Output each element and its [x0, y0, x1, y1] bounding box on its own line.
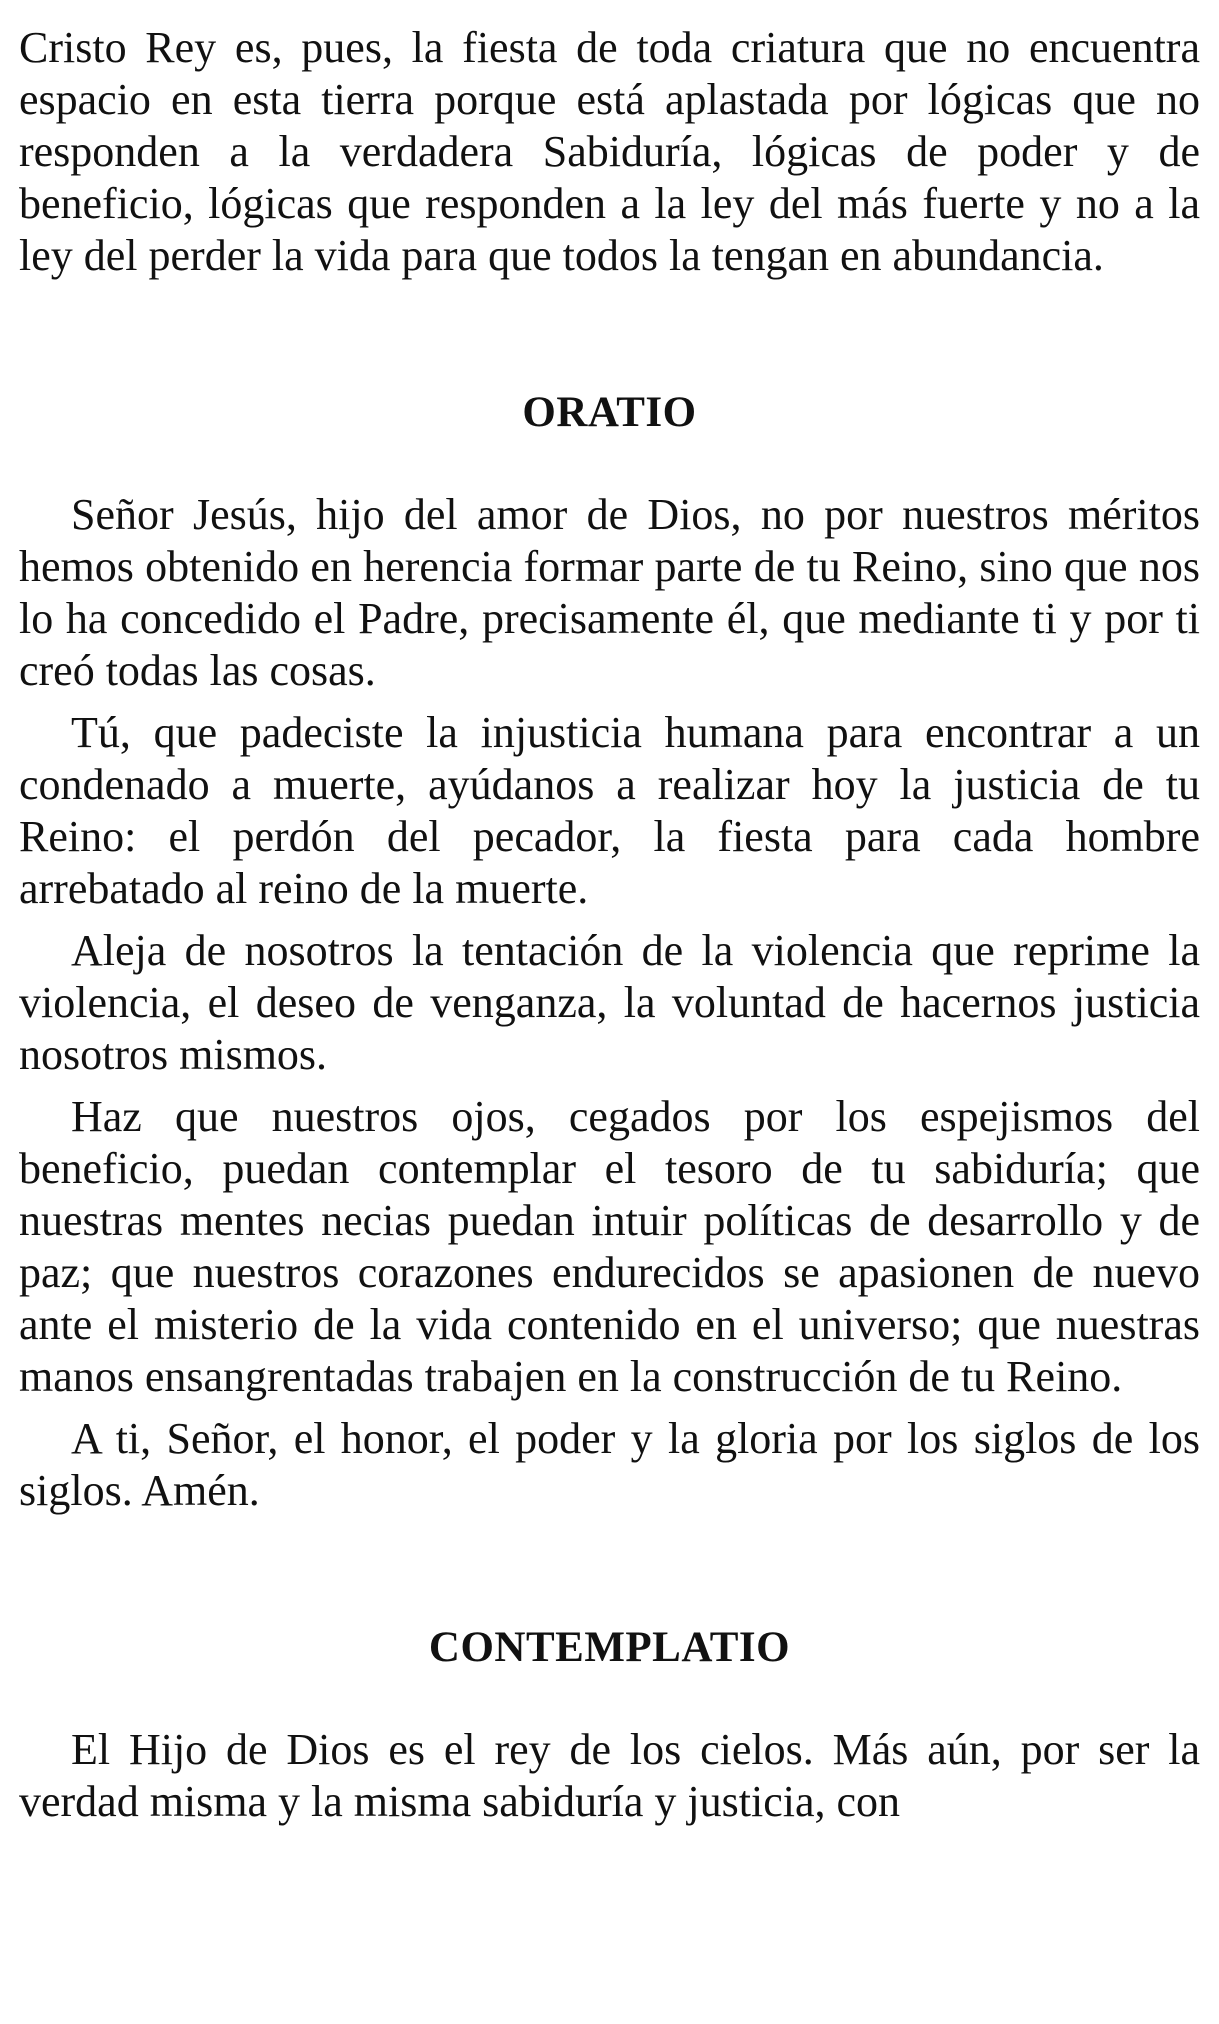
oratio-paragraph-1: Señor Jesús, hijo del amor de Dios, no por nuestros méritos hemos obtenido en herencia formar parte de tu Reino, sino que nos lo ha concedido el Padre, precisamente él, que mediante ti y por ti creó todas las cosas.	[19, 490, 1200, 695]
oratio-paragraph-4: Haz que nuestros ojos, cegados por los espejismos del beneficio, puedan contemplar el tesoro de tu sabiduría; que nuestras mentes necias puedan intuir políticas de desarrollo y de paz; que nuestros corazones endurecidos se apasionen de nuevo ante el misterio de la vida contenido en el universo; que nuestras manos ensangrentadas trabajen en la construcción de tu Reino.	[19, 1092, 1200, 1401]
book-page	[19, 22, 1200, 1828]
contemplatio-heading: CONTEMPLATIO	[428, 1624, 791, 1671]
contemplatio-paragraph-1: El Hijo de Dios es el rey de los cielos. Más aún, por ser la verdad misma y la misma sabiduría y justicia, con	[19, 1725, 1200, 1826]
oratio-paragraph-3: Aleja de nosotros la tentación de la violencia que reprime la violencia, el deseo de venganza, la voluntad de hacernos justicia nosotros mismos.	[19, 926, 1200, 1079]
oratio-paragraph-5: A ti, Señor, el honor, el poder y la gloria por los siglos de los siglos. Amén.	[19, 1414, 1200, 1515]
oratio-heading: ORATIO	[522, 389, 697, 436]
oratio-paragraph-2: Tú, que padeciste la injusticia humana para encontrar a un condenado a muerte, ayúdanos a realizar hoy la justicia de tu Reino: el perdón del pecador, la fiesta para cada hombre arrebatado al reino de la muerte.	[19, 708, 1200, 913]
intro-paragraph: Cristo Rey es, pues, la fiesta de toda criatura que no encuentra espacio en esta tierra porque está aplastada por lógicas que no responden a la verdadera Sabiduría, lógicas de poder y de beneficio, lógicas que responden a la ley del más fuerte y no a la ley del perder la vida para que todos la tengan en abundancia.	[19, 23, 1200, 280]
